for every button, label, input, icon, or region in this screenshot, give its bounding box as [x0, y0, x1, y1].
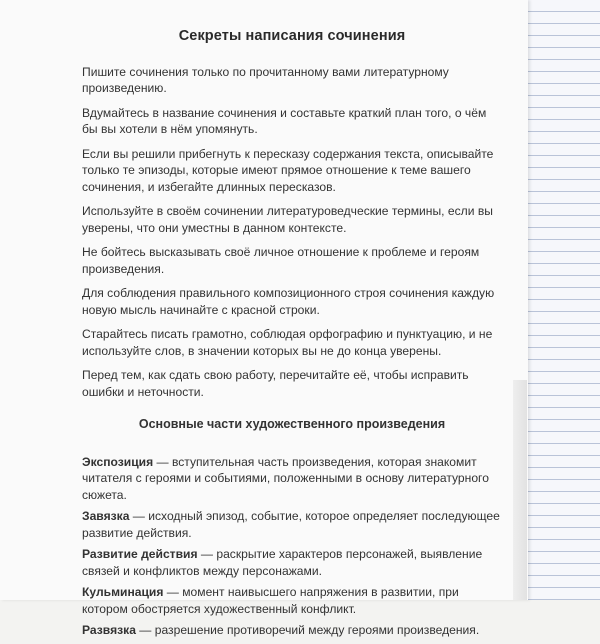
sheet-content	[82, 28, 502, 644]
document-title: Секреты написания сочинения	[178, 28, 406, 44]
part-definition	[82, 454, 502, 504]
tip-paragraph: Если вы решили прибегнуть к пересказу содержания текста, описывайте только те эпизоды, которые имеют прямое отношение к теме вашего сочинения, и избегайте длинных пересказов.	[82, 146, 494, 194]
tip-paragraph: Не бойтесь высказывать своё личное отношение к проблеме и героям произведения.	[82, 245, 480, 276]
part-description: — разрешение противоречий между героями произведения.	[135, 623, 480, 637]
tip-paragraph: Старайтесь писать грамотно, соблюдая орфографию и пунктуацию, и не используйте слов, в значении которых вы не до конца уверены.	[82, 327, 493, 358]
part-term: Развязка	[82, 623, 136, 637]
part-term: Экспозиция	[82, 454, 154, 469]
section-subtitle: Основные части художественного произведения	[138, 417, 446, 431]
part-definition	[82, 546, 502, 579]
part-description: — момент наивысшего напряжения в развитии, при котором обостряется художественный конфликт.	[82, 585, 459, 616]
part-term: Завязка	[82, 509, 130, 523]
tip-paragraph: Используйте в своём сочинении литературоведческие термины, если вы уверены, что они уместны в данном контексте.	[82, 204, 493, 235]
part-term: Развитие действия	[82, 547, 198, 561]
tip-paragraph: Перед тем, как сдать свою работу, перечитайте её, чтобы исправить ошибки и неточности.	[82, 368, 469, 399]
part-description: — исходный эпизод, событие, которое определяет последующее развитие действия.	[82, 509, 500, 540]
part-term: Кульминация	[82, 585, 164, 599]
tip-paragraph: Пишите сочинения только по прочитанному вами литературному произведению.	[82, 64, 449, 95]
part-definition	[82, 584, 502, 617]
tip-paragraph: Вдумайтесь в название сочинения и составьте краткий план того, о чём бы вы хотели в нём упомянуть.	[82, 105, 487, 136]
part-definition	[82, 622, 502, 639]
part-definition	[82, 508, 502, 541]
part-description: — раскрытие характеров персонажей, выявление связей и конфликтов между персонажами.	[82, 547, 483, 578]
tip-paragraph: Для соблюдения правильного композиционного строя сочинения каждую новую мысль начинайте с красной строки.	[82, 286, 495, 317]
sheet-curled-edge	[513, 380, 527, 600]
part-description: — вступительная часть произведения, которая знакомит читателя с героями и событиями, положенными в основу литературного сюжета.	[82, 454, 489, 502]
